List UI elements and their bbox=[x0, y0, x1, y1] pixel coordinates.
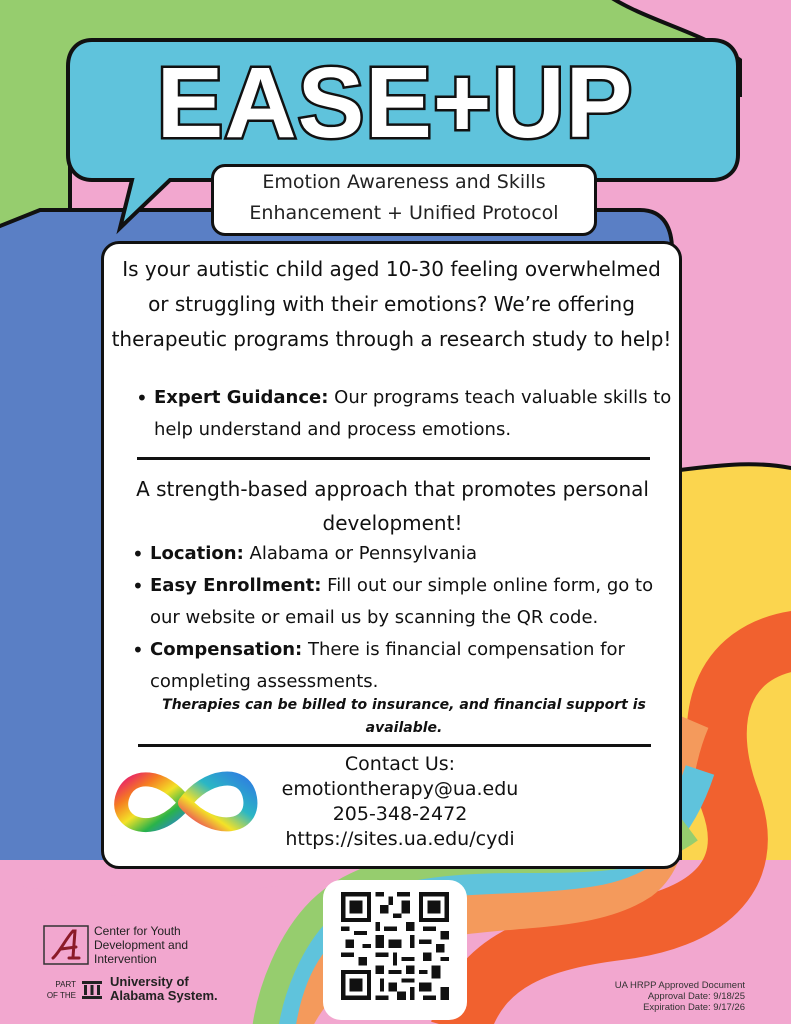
bullet-label: Expert Guidance: bbox=[154, 387, 329, 408]
system-name bbox=[110, 975, 240, 1003]
approval-line-3: Expiration Date: 9/17/26 bbox=[643, 1002, 745, 1013]
bullet-location bbox=[128, 538, 663, 570]
bullet-easy-enrollment bbox=[128, 570, 663, 634]
approval-line-2: Approval Date: 9/18/25 bbox=[647, 991, 745, 1002]
subtitle-line-2: Enhancement + Unified Protocol bbox=[249, 202, 559, 224]
center-line-1: Center for Youth bbox=[94, 924, 181, 938]
insurance-note: Therapies can be billed to insurance, and financial support is available. bbox=[162, 697, 646, 736]
center-name bbox=[94, 924, 224, 966]
contact-heading: Contact Us: bbox=[344, 753, 456, 775]
qr-code-icon[interactable] bbox=[341, 892, 449, 1000]
ua-script-a-logo-icon bbox=[43, 925, 89, 965]
approval-line-1: UA HRPP Approved Document bbox=[614, 980, 745, 991]
university-system-logo-icon bbox=[81, 980, 103, 1000]
bullet-compensation bbox=[128, 634, 663, 698]
bullet-text: Alabama or Pennsylvania bbox=[243, 543, 478, 564]
system-line-1: University of bbox=[110, 974, 189, 989]
bullet-label: Compensation: bbox=[150, 639, 303, 660]
part-of-line-1: PART bbox=[55, 980, 76, 989]
part-of-line-2: OF THE bbox=[46, 991, 76, 1000]
bottom-bullet-list bbox=[128, 538, 663, 698]
intro-text: Is your autistic child aged 10-30 feeling overwhelmed or struggling with their emotions? We’re offering therapeutic programs through a research study to help! bbox=[111, 257, 672, 351]
divider-top bbox=[137, 457, 650, 460]
contact-website[interactable]: https://sites.ua.edu/cydi bbox=[285, 828, 515, 850]
bullet-label: Easy Enrollment: bbox=[150, 575, 322, 596]
subtitle-line-1: Emotion Awareness and Skills bbox=[262, 171, 546, 193]
part-of-label bbox=[40, 979, 76, 1001]
center-line-3: Intervention bbox=[94, 952, 157, 966]
approval-stamp bbox=[560, 980, 745, 1013]
bullet-text: Our programs teach valuable skills to help understand and process emotions. bbox=[154, 387, 672, 440]
subtitle-box bbox=[211, 164, 597, 236]
strength-text: A strength-based approach that promotes personal development! bbox=[136, 477, 649, 535]
top-bullet-list bbox=[132, 382, 672, 446]
infinity-rainbow-icon bbox=[110, 760, 260, 846]
page-title: EASE+UP bbox=[156, 47, 634, 159]
bullet-expert-guidance bbox=[132, 382, 672, 446]
system-line-2: Alabama System. bbox=[110, 988, 218, 1003]
bullet-label: Location: bbox=[150, 543, 244, 564]
center-line-2: Development and bbox=[94, 938, 189, 952]
contact-block bbox=[255, 752, 545, 852]
bullet-text: There is financial compensation for completing assessments. bbox=[150, 639, 625, 692]
contact-phone[interactable]: 205-348-2472 bbox=[332, 803, 468, 825]
bullet-text: Fill out our simple online form, go to our website or email us by scanning the QR code. bbox=[150, 575, 654, 628]
divider-bottom bbox=[138, 744, 651, 747]
contact-email[interactable]: emotiontherapy@ua.edu bbox=[281, 778, 519, 800]
